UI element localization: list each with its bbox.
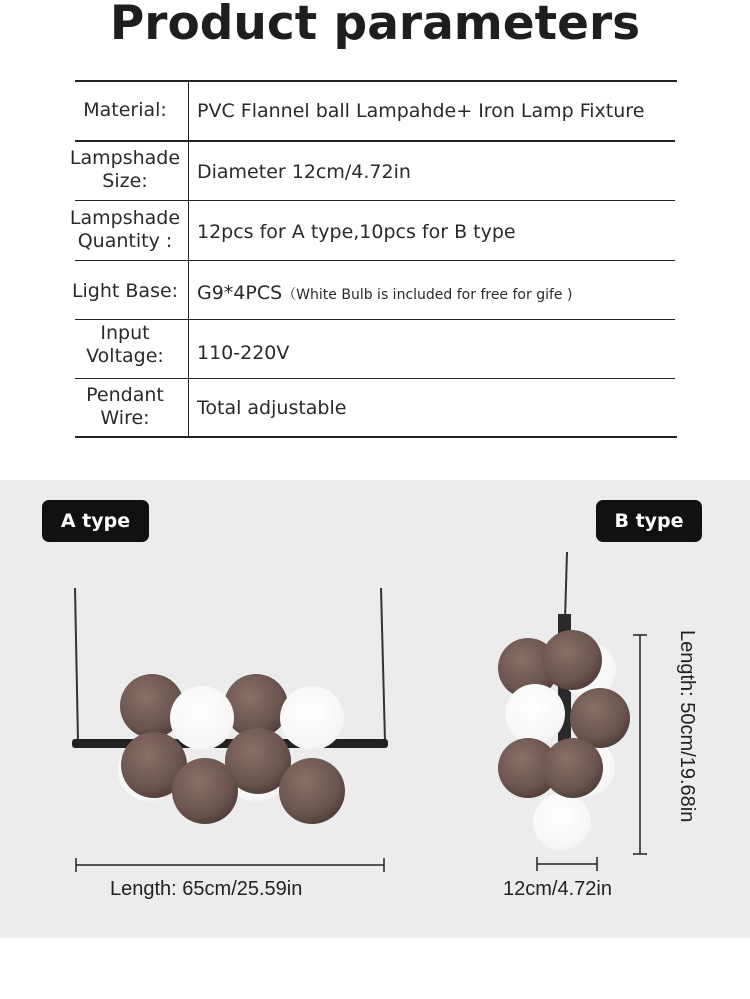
table-column-divider bbox=[188, 80, 189, 438]
param-value-pendant-wire: Total adjustable bbox=[197, 397, 347, 419]
param-value-lampshade-size: Diameter 12cm/4.72in bbox=[197, 161, 411, 183]
param-value-light-base bbox=[197, 281, 572, 307]
table-divider bbox=[75, 260, 675, 261]
param-value-input-voltage: 110-220V bbox=[197, 342, 290, 364]
product-photo-panel bbox=[0, 480, 750, 938]
param-label-lampshade-size: Lampshade Size: bbox=[69, 147, 181, 192]
b-type-length-label: Length: 50cm/19.68in bbox=[676, 630, 698, 823]
table-divider bbox=[75, 200, 675, 201]
a-type-badge: A type bbox=[42, 500, 149, 542]
light-base-note: （White Bulb is included for free for gife ) bbox=[282, 287, 573, 303]
page-title: Product parameters bbox=[109, 0, 641, 51]
table-divider bbox=[75, 140, 675, 142]
param-value-lampshade-quantity: 12pcs for A type,10pcs for B type bbox=[197, 221, 516, 243]
table-divider bbox=[75, 436, 677, 438]
param-label-input-voltage: Input Voltage: bbox=[86, 322, 164, 367]
param-label-light-base: Light Base: bbox=[71, 280, 179, 302]
param-label-lampshade-quantity: Lampshade Quantity : bbox=[69, 207, 181, 252]
light-base-value: G9*4PCS bbox=[197, 282, 283, 304]
b-type-width-label: 12cm/4.72in bbox=[503, 878, 612, 900]
table-divider bbox=[75, 378, 675, 379]
a-type-length-label: Length: 65cm/25.59in bbox=[110, 878, 303, 900]
lamp-illustration bbox=[0, 480, 750, 938]
a-type-dimension-line bbox=[76, 858, 384, 872]
table-divider bbox=[75, 80, 677, 82]
param-label-material: Material: bbox=[83, 99, 167, 121]
b-type-lamp bbox=[498, 552, 630, 851]
table-divider bbox=[75, 319, 675, 320]
a-type-lamp bbox=[72, 588, 388, 824]
param-value-material: PVC Flannel ball Lampahde+ Iron Lamp Fixture bbox=[197, 100, 645, 122]
param-label-pendant-wire: Pendant Wire: bbox=[86, 384, 164, 429]
b-type-badge: B type bbox=[596, 500, 702, 542]
